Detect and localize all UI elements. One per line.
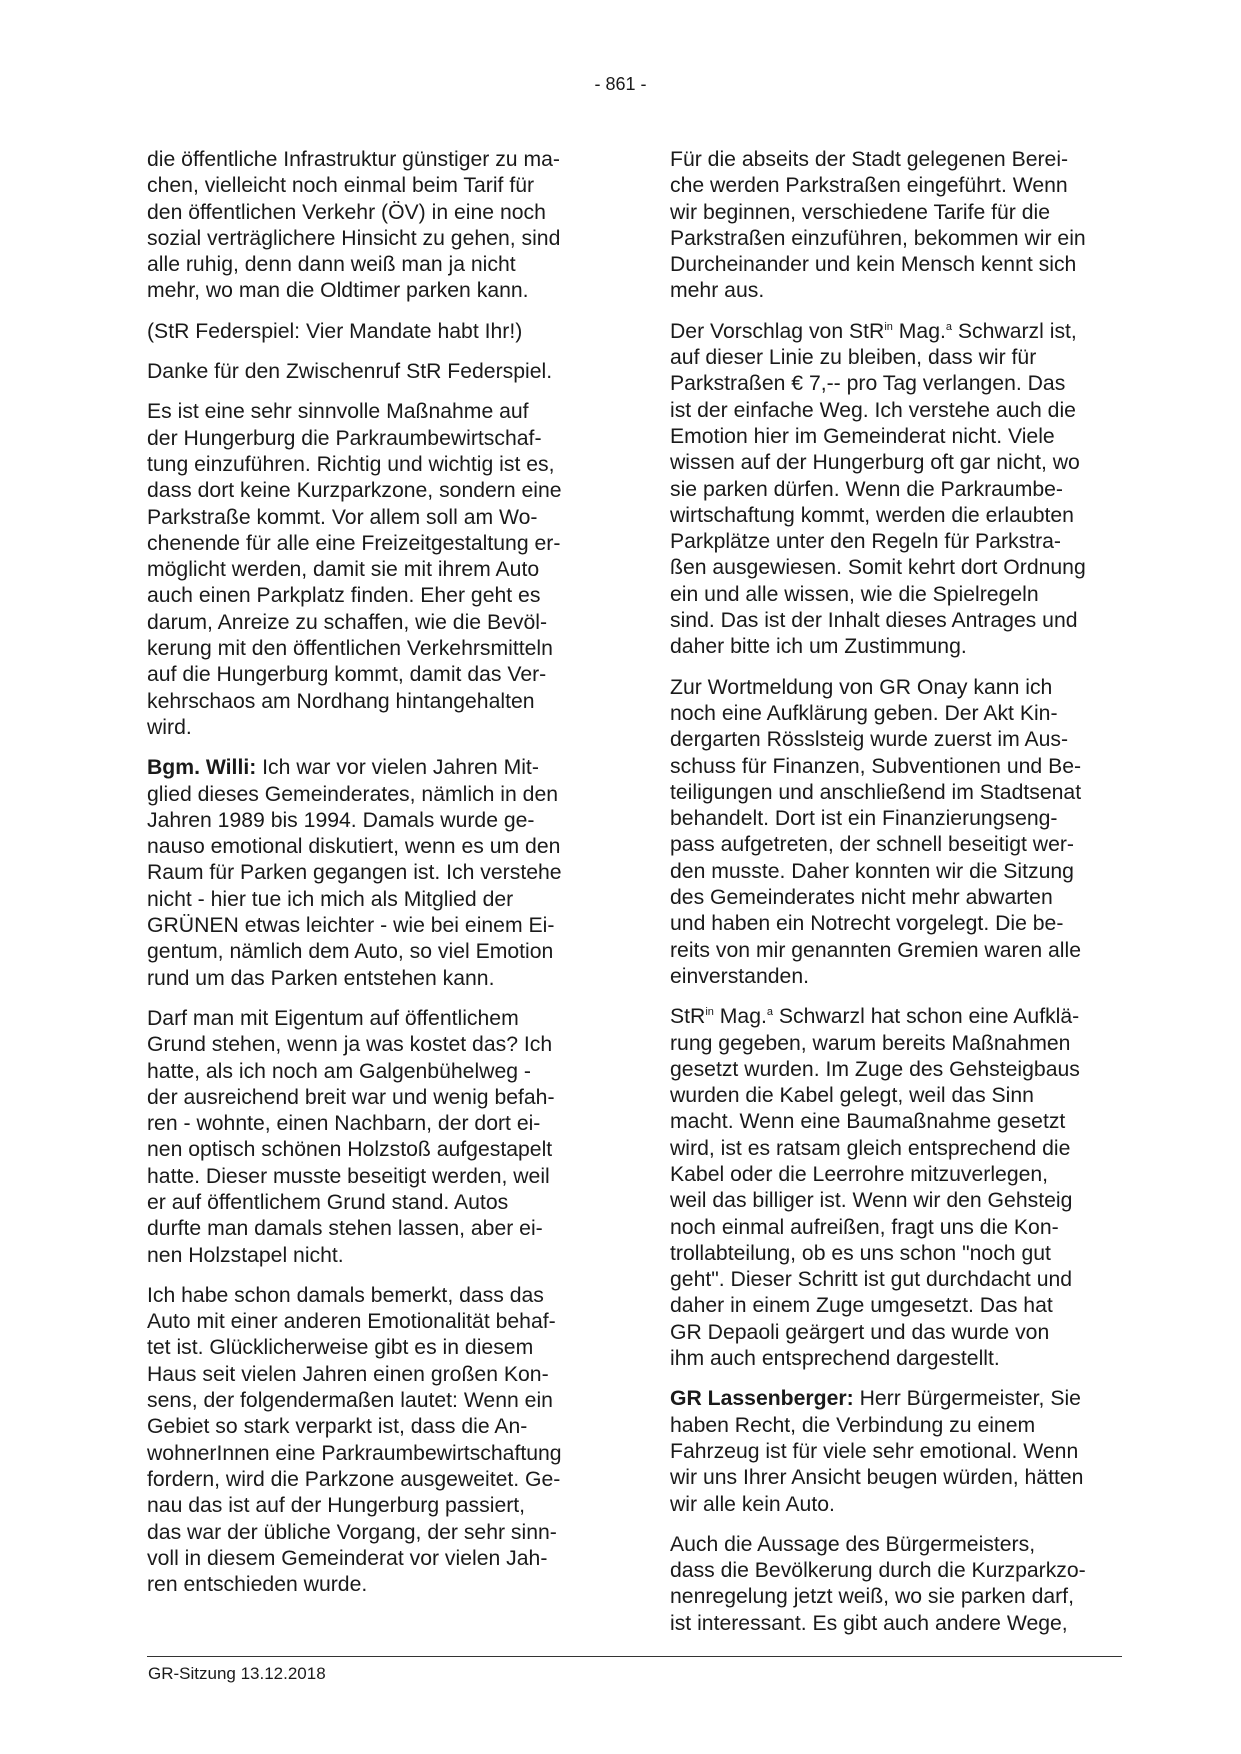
text-line: Grund stehen, wenn ja was kostet das? Ich <box>147 1033 553 1057</box>
text-line: nau das ist auf der Hungerburg passiert, <box>147 1494 526 1518</box>
text-line: und haben ein Notrecht vorgelegt. Die be- <box>670 912 1064 936</box>
text-line: noch einmal aufreißen, fragt uns die Kon- <box>670 1215 1059 1239</box>
paragraph <box>147 147 599 305</box>
text-line: mehr aus. <box>670 279 765 303</box>
paragraph <box>147 755 599 992</box>
text-line: das war der übliche Vorgang, der sehr sinn- <box>147 1520 557 1544</box>
text-line: Zur Wortmeldung von GR Onay kann ich <box>670 675 1053 699</box>
text-line: che werden Parkstraßen eingeführt. Wenn <box>670 174 1068 198</box>
text-line: wir uns Ihrer Ansicht beugen würden, hätten <box>670 1466 1084 1490</box>
text-line: sozial verträglichere Hinsicht zu gehen, sind <box>147 226 561 250</box>
text-line: dass dort keine Kurzparkzone, sondern eine <box>147 479 562 503</box>
text-line: daher in einem Zuge umgesetzt. Das hat <box>670 1294 1053 1318</box>
text-line: wirtschaftung kommt, werden die erlaubten <box>670 503 1074 527</box>
text-line: er auf öffentlichem Grund stand. Autos <box>147 1190 509 1214</box>
text-line: den öffentlichen Verkehr (ÖV) in eine noch <box>147 200 546 224</box>
text-line: den musste. Daher konnten wir die Sitzung <box>670 859 1074 883</box>
text-line: haben Recht, die Verbindung zu einem <box>670 1413 1036 1437</box>
text-line: Jahren 1989 bis 1994. Damals wurde ge- <box>147 808 535 832</box>
text-line: schuss für Finanzen, Subventionen und Be- <box>670 754 1082 778</box>
text-line: tet ist. Glücklicherweise gibt es in diesem <box>147 1336 534 1360</box>
paragraph <box>670 319 1122 661</box>
text-line: ist der einfache Weg. Ich verstehe auch die <box>670 398 1076 422</box>
text-line: hatte, als ich noch am Galgenbühelweg - <box>147 1059 531 1083</box>
text-line: Fahrzeug ist für viele sehr emotional. Wenn <box>670 1439 1079 1463</box>
text-line: Auch die Aussage des Bürgermeisters, <box>670 1532 1036 1556</box>
speaker-name: Bgm. Willi: <box>147 756 257 780</box>
text-line: wohnerInnen eine Parkraumbewirtschaftung <box>147 1441 562 1465</box>
text-line: teiligungen und anschließend im Stadtsenat <box>670 780 1082 804</box>
paragraph <box>147 359 599 385</box>
text-line: auf die Hungerburg kommt, damit das Ver- <box>147 663 547 687</box>
text-line: Ich habe schon damals bemerkt, dass das <box>147 1283 544 1307</box>
text-line: GR Lassenberger: Herr Bürgermeister, Sie <box>670 1387 1081 1411</box>
text-line: wird, ist es ratsam gleich entsprechend die <box>670 1136 1071 1160</box>
text-line: Parkstraße kommt. Vor allem soll am Wo- <box>147 505 538 529</box>
paragraph <box>670 675 1122 991</box>
text-line: der Hungerburg die Parkraumbewirtschaf- <box>147 426 542 450</box>
text-line: kehrschaos am Nordhang hintangehalten <box>147 689 535 713</box>
text-line: auch einen Parkplatz finden. Eher geht es <box>147 584 541 608</box>
text-line: auf dieser Linie zu bleiben, dass wir für <box>670 346 1037 370</box>
text-line: ein und alle wissen, wie die Spielregeln <box>670 582 1039 606</box>
text-line: geht". Dieser Schritt ist gut durchdacht und <box>670 1268 1073 1292</box>
text-line: rund um das Parken entstehen kann. <box>147 966 495 990</box>
text-line: nenregelung jetzt weiß, wo sie parken darf, <box>670 1585 1074 1609</box>
paragraph <box>670 1532 1122 1637</box>
text-line: Der Vorschlag von StR$^{in}$ Mag.$^a$ Schwarzl ist, <box>670 319 1077 343</box>
text-line: wurden die Kabel gelegt, weil das Sinn <box>670 1084 1034 1108</box>
speaker-name: GR Lassenberger: <box>670 1387 854 1411</box>
text-line: Danke für den Zwischenruf StR Federspiel. <box>147 360 553 384</box>
paragraph <box>147 399 599 741</box>
text-line: noch eine Aufklärung geben. Der Akt Kin- <box>670 701 1058 725</box>
right-column <box>670 147 1122 1651</box>
text-line: chen, vielleicht noch einmal beim Tarif für <box>147 174 535 198</box>
paragraph <box>147 1006 599 1269</box>
text-line: fordern, wird die Parkzone ausgeweitet. Ge- <box>147 1467 561 1491</box>
text-line: reits von mir genannten Gremien waren alle <box>670 938 1082 962</box>
text-line: sens, der folgendermaßen lautet: Wenn ein <box>147 1389 553 1413</box>
paragraph <box>670 147 1122 305</box>
page-number: - 861 - <box>594 74 647 94</box>
text-line: nen optisch schönen Holzstoß aufgestapelt <box>147 1138 553 1162</box>
footer-divider <box>147 1656 1122 1657</box>
text-line: möglicht werden, damit sie mit ihrem Auto <box>147 558 540 582</box>
text-line: Für die abseits der Stadt gelegenen Berei- <box>670 148 1069 171</box>
text-line: sind. Das ist der Inhalt dieses Antrages und <box>670 609 1078 633</box>
text-line: alle ruhig, denn dann weiß man ja nicht <box>147 253 516 277</box>
text-line: (StR Federspiel: Vier Mandate habt Ihr!) <box>147 319 523 343</box>
paragraph <box>147 319 599 345</box>
text-line: Raum für Parken gegangen ist. Ich verstehe <box>147 861 562 885</box>
text-line: nauso emotional diskutiert, wenn es um den <box>147 835 561 859</box>
text-line: ist interessant. Es gibt auch andere Wege, <box>670 1611 1068 1635</box>
text-line: pass aufgetreten, der schnell beseitigt wer- <box>670 833 1074 857</box>
text-line: Es ist eine sehr sinnvolle Maßnahme auf <box>147 400 529 424</box>
text-line: Kabel oder die Leerrohre mitzuverlegen, <box>670 1162 1049 1186</box>
text-line: Gebiet so stark verparkt ist, dass die An- <box>147 1415 528 1439</box>
text-line: des Gemeinderates nicht mehr abwarten <box>670 886 1053 910</box>
text-line: wissen auf der Hungerburg oft gar nicht, wo <box>670 451 1080 475</box>
text-line: mehr, wo man die Oldtimer parken kann. <box>147 279 529 303</box>
text-line: Parkplätze unter den Regeln für Parkstra- <box>670 530 1061 554</box>
text-line: behandelt. Dort ist ein Finanzierungseng- <box>670 807 1058 831</box>
left-column <box>147 147 599 1612</box>
text-line: dass die Bevölkerung durch die Kurzparkzo- <box>670 1559 1086 1583</box>
text-line: Darf man mit Eigentum auf öffentlichem <box>147 1006 519 1030</box>
text-line: GRÜNEN etwas leichter - wie bei einem Ei- <box>147 914 555 938</box>
text-line: wir beginnen, verschiedene Tarife für die <box>670 200 1051 224</box>
text-line: macht. Wenn eine Baumaßnahme gesetzt <box>670 1110 1066 1134</box>
text-line: chenende für alle eine Freizeitgestaltung er- <box>147 531 561 555</box>
text-line: rung gegeben, warum bereits Maßnahmen <box>670 1031 1071 1055</box>
text-line: weil das billiger ist. Wenn wir den Gehsteig <box>670 1189 1073 1213</box>
paragraph <box>670 1004 1122 1372</box>
text-line: Emotion hier im Gemeinderat nicht. Viele <box>670 424 1055 448</box>
text-line: StR$^{in}$ Mag.$^a$ Schwarzl hat schon eine Aufklä- <box>670 1005 1080 1029</box>
text-line: ßen ausgewiesen. Somit kehrt dort Ordnung <box>670 556 1086 580</box>
text-line: Bgm. Willi: Ich war vor vielen Jahren Mit- <box>147 756 539 780</box>
text-line: nen Holzstapel nicht. <box>147 1243 344 1267</box>
text-line: voll in diesem Gemeinderat vor vielen Jah- <box>147 1546 548 1570</box>
text-line: durfte man damals stehen lassen, aber ei- <box>147 1217 543 1241</box>
paragraph <box>147 1283 599 1599</box>
text-line: ihm auch entsprechend dargestellt. <box>670 1347 1000 1371</box>
text-line: wird. <box>147 715 192 739</box>
text-line: ren entschieden wurde. <box>147 1573 368 1597</box>
text-line: Haus seit vielen Jahren einen großen Kon- <box>147 1362 549 1386</box>
text-line: der ausreichend breit war und wenig befah- <box>147 1085 555 1109</box>
text-line: gentum, nämlich dem Auto, so viel Emotion <box>147 940 554 964</box>
text-line: sie parken dürfen. Wenn die Parkraumbe- <box>670 477 1063 501</box>
text-line: gesetzt wurden. Im Zuge des Gehsteigbaus <box>670 1057 1080 1081</box>
text-line: glied dieses Gemeinderates, nämlich in den <box>147 782 559 806</box>
text-line: einverstanden. <box>670 964 809 988</box>
footer-session-date: GR-Sitzung 13.12.2018 <box>148 1664 326 1683</box>
text-line: Durcheinander und kein Mensch kennt sich <box>670 253 1077 277</box>
text-line: wir alle kein Auto. <box>670 1492 835 1516</box>
text-line: hatte. Dieser musste beseitigt werden, weil <box>147 1164 550 1188</box>
text-line: Auto mit einer anderen Emotionalität behaf- <box>147 1310 556 1334</box>
text-line: daher bitte ich um Zustimmung. <box>670 635 967 659</box>
text-line: nicht - hier tue ich mich als Mitglied der <box>147 887 514 911</box>
text-line: GR Depaoli geärgert und das wurde von <box>670 1320 1050 1344</box>
text-line: darum, Anreize zu schaffen, wie die Bevöl- <box>147 610 548 634</box>
text-line: trollabteilung, ob es uns schon "noch gut <box>670 1241 1051 1265</box>
text-line: kerung mit den öffentlichen Verkehrsmitteln <box>147 637 553 661</box>
text-line: Parkstraßen € 7,-- pro Tag verlangen. Das <box>670 372 1066 396</box>
text-line: die öffentliche Infrastruktur günstiger zu ma- <box>147 148 560 171</box>
text-line: dergarten Rösslsteig wurde zuerst im Aus- <box>670 728 1069 752</box>
text-line: ren - wohnte, einen Nachbarn, der dort ei- <box>147 1112 541 1136</box>
paragraph <box>670 1386 1122 1517</box>
text-line: Parkstraßen einzuführen, bekommen wir ein <box>670 226 1086 250</box>
text-line: tung einzuführen. Richtig und wichtig ist es, <box>147 452 555 476</box>
